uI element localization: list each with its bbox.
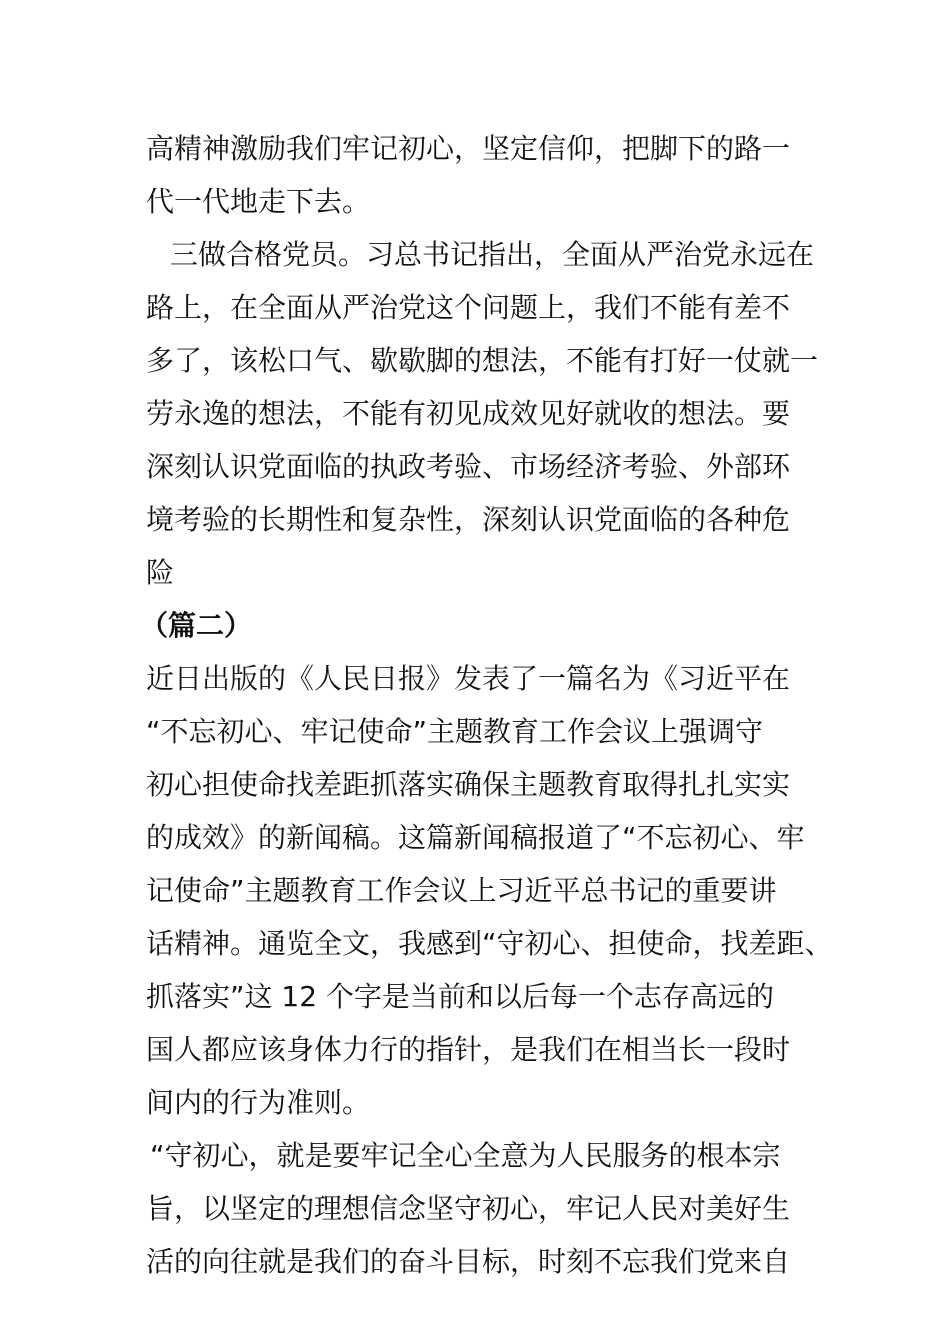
text-line: 抓落实”这 12 个字是当前和以后每一个志存高远的 — [146, 980, 774, 1013]
text-line: 间内的行为准则。 — [146, 1086, 371, 1119]
section-heading: （篇二） — [140, 609, 253, 642]
body-text — [140, 122, 833, 1288]
text-line: 的成效》的新闻稿。这篇新闻稿报道了“不忘初心、牢 — [146, 821, 805, 854]
paragraph-start-line: “守初心，就是要牢记全心全意为人民服务的根本宗 — [150, 1139, 781, 1172]
text-line: 险 — [146, 556, 175, 589]
text-line: 初心担使命找差距抓落实确保主题教育取得扎扎实实 — [146, 768, 791, 801]
text-line: 深刻认识党面临的执政考验、市场经济考验、外部环 — [146, 450, 791, 483]
text-line: 代一代地走下去。 — [146, 185, 371, 218]
text-line: 国人都应该身体力行的指针，是我们在相当长一段时 — [146, 1033, 791, 1066]
text-line: 境考验的长期性和复杂性，深刻认识党面临的各种危 — [146, 503, 791, 536]
text-line: 高精神激励我们牢记初心，坚定信仰，把脚下的路一 — [146, 132, 791, 165]
text-line: 旨，以坚定的理想信念坚守初心，牢记人民对美好生 — [146, 1192, 791, 1225]
text-line: 话精神。通览全文，我感到“守初心、担使命，找差距、 — [146, 927, 833, 960]
text-line: “不忘初心、牢记使命”主题教育工作会议上强调守 — [146, 715, 764, 748]
text-line: 劳永逸的想法，不能有初见成效见好就收的想法。要 — [146, 397, 791, 430]
text-line: 路上，在全面从严治党这个问题上，我们不能有差不 — [146, 291, 791, 324]
paragraph-start-line: 三做合格党员。习总书记指出，全面从严治党永远在 — [170, 238, 815, 271]
text-line: 活的向往就是我们的奋斗目标，时刻不忘我们党来自 — [146, 1245, 791, 1278]
paragraph-start-line: 近日出版的《人民日报》发表了一篇名为《习近平在 — [146, 662, 791, 695]
text-line: 多了，该松口气、歇歇脚的想法，不能有打好一仗就一 — [146, 344, 819, 377]
text-line: 记使命”主题教育工作会议上习近平总书记的重要讲 — [146, 874, 777, 907]
